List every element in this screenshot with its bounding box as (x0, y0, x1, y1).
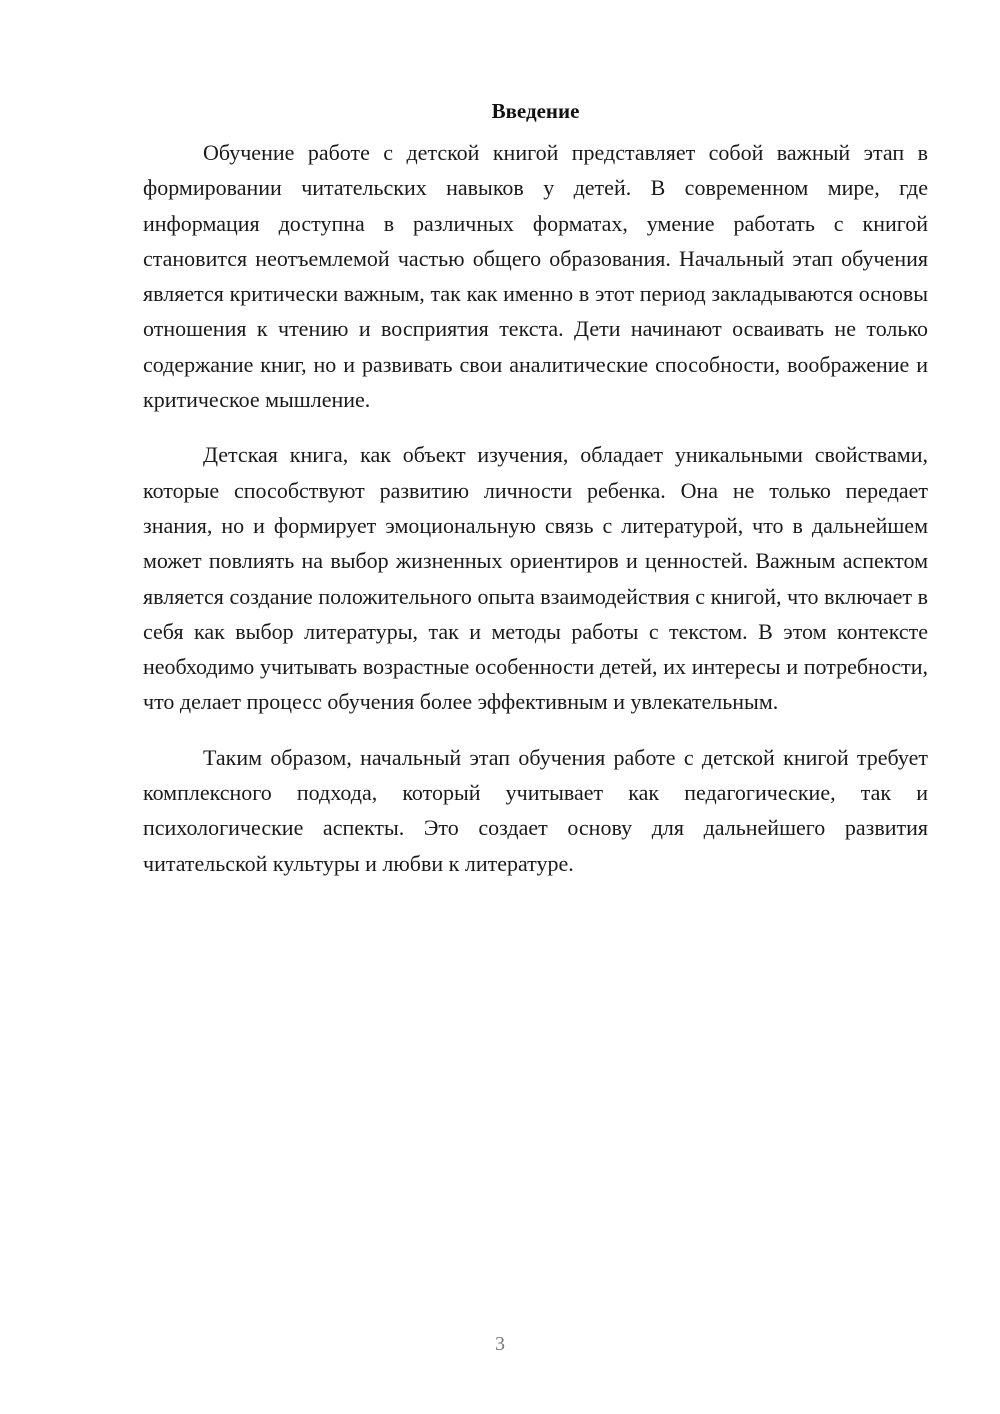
page-content (143, 96, 928, 901)
paragraph-3: Таким образом, начальный этап обучения работе с детской книгой требует комплексного подхода, который учитывает как педагогические, так и психологические аспекты. Это создает основу для дальнейшего развития читательской культуры и любви к литературе. (143, 744, 928, 876)
section-title: Введение (491, 99, 580, 123)
paragraph-1: Обучение работе с детской книгой представляет собой важный этап в формировании читательских навыков у детей. В современном мире, где информация доступна в различных форматах, умение работать с книгой становится неотъемлемой частью общего образования. Начальный этап обучения является критически важным, так как именно в этот период закладываются основы отношения к чтению и восприятия текста. Дети начинают осваивать не только содержание книг, но и развивать свои аналитические способности, воображение и критическое мышление. (143, 140, 928, 413)
paragraph-2: Детская книга, как объект изучения, обладает уникальными свойствами, которые способствуют развитию личности ребенка. Она не только передает знания, но и формирует эмоциональную связь с литературой, что в дальнейшем может повлиять на выбор жизненных ориентиров и ценностей. Важным аспектом является создание положительного опыта взаимодействия с книгой, что включает в себя как выбор литературы, так и методы работы с текстом. В этом контексте необходимо учитывать возрастные особенности детей, их интересы и потребности, что делает процесс обучения более эффективным и увлекательным. (143, 442, 928, 715)
page-number: 3 (495, 1333, 505, 1355)
